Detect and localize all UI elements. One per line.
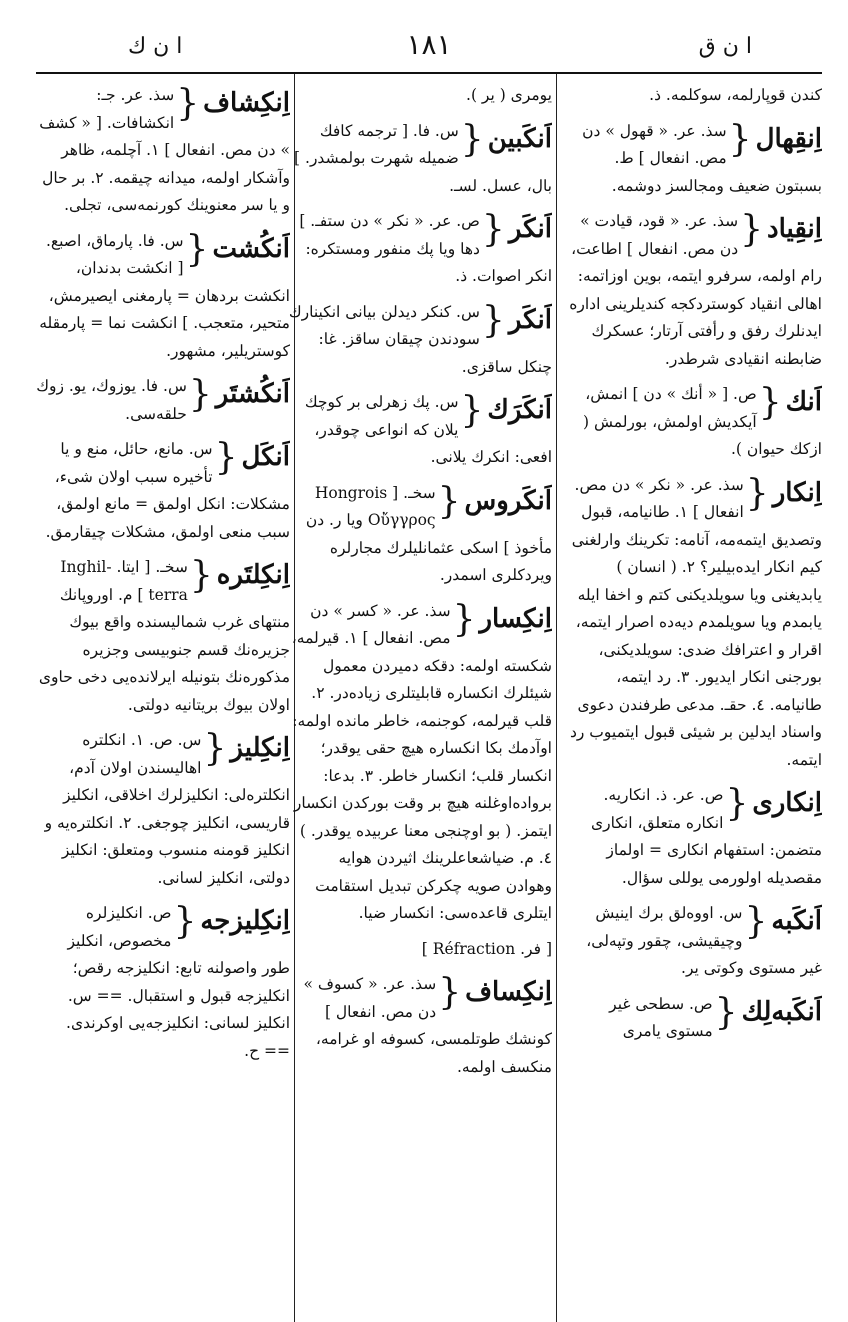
headword: اَنكَبه	[771, 906, 822, 936]
headword: اِنكِليز	[230, 733, 290, 763]
entry	[288, 208, 552, 291]
entry	[568, 208, 822, 373]
headword: اِنكار	[772, 477, 822, 508]
entry	[568, 782, 822, 892]
entry	[288, 480, 552, 590]
entry	[36, 900, 290, 1065]
headword: اِنقِیاد	[767, 214, 822, 244]
definition: س. اووه‌لق برك اينيش وچيقيشی، چقور وتپه‌لی، غير مستوی وكوتی ير.	[586, 904, 822, 977]
definition: ص. سطحی غير مستوی يامری	[609, 994, 713, 1040]
entry	[288, 598, 552, 928]
brace: {	[452, 598, 476, 640]
headword: اَنكَرَك	[487, 395, 552, 425]
definition: سخـ. Hongrois ] Οὔγγρος ويا ر. دن مأخوذ ] اسكی عثمانليلرك مجارلره ويردكلری اسمدر.	[305, 483, 552, 584]
definition: س. فا. [ ترجمه كافك ضميله شهرت بولمشدر. ] بال، عسل. لسـ.	[294, 121, 552, 195]
entry	[568, 381, 822, 464]
headword: اَنكَر	[508, 214, 552, 244]
headword: اَنكَل	[241, 442, 290, 472]
page-header	[36, 28, 822, 68]
entry	[36, 373, 290, 428]
column-middle	[288, 82, 552, 1302]
headword: اَنكُشت	[212, 233, 290, 264]
brace: {	[214, 437, 238, 478]
entry	[568, 118, 822, 201]
entry	[36, 554, 290, 719]
definition: سذ. عر. جـ: انكشافات. [ « كشف » دن مص. انفعال ] ۱. آچلمه، ظاهر وآشكار اولمه، ميدانه چيقمه. ۲. بر حال و يا سر معنوينك كورنمه‌سی، تجلی.	[39, 86, 290, 214]
header-right-letters: ا ن ق	[698, 34, 752, 59]
definition: س. فا. پارماق، اصبع. [ انكشت بدندان، انكشت بردهان = پارمغنی ايصيرمش، متحير، متعجب. ] انكشت نما = پارمقله كوستريلير، مشهور.	[39, 231, 290, 360]
headword: اَنك	[785, 387, 822, 417]
headword: اِنكِسار	[479, 603, 552, 634]
brace: {	[460, 390, 484, 431]
entry	[568, 472, 822, 775]
entry	[568, 82, 822, 110]
definition: س. مانع، حائل، منع و يا تأخيره سبب اولان شیء، مشكلات: انكل اولمق = مانع اولمق، سبب منعی اولمق، مشكلات چيقارمق.	[45, 440, 290, 541]
entry	[288, 118, 552, 201]
entry	[288, 936, 552, 964]
definition: سخـ. [ ايتا. Inghil-terra ] م. اوروپانك منتهای غرب شماليسنده واقع بيوك جزيره‌نك قسم جنوبيسی وجزيره مذكوره‌نك بتونيله ايرلانده‌يی دخی حاوی اولان بيوك بريتانيه دولتی.	[38, 558, 290, 714]
brace: {	[744, 901, 768, 942]
definition: س. ص. ۱. انكلتره اهاليسندن اولان آدم، انكلتره‌لی: انكليزلرك اخلاقی، انكليز قاريسی، انكليز چوجغی. ۲. انكلتره‌يه و انكليز قومنه منسوب ومتعلق: انكليز دولتی، انكليز لسانی.	[44, 731, 290, 887]
brace: {	[188, 374, 212, 415]
header-rule	[36, 72, 822, 74]
page-number: ۱۸۱	[406, 28, 452, 61]
definition: ص. انكليزلره مخصوص، انكليز طور واصولنه تابع: انكليزجه رقص؛ انكليزجه قبول و استقبال. == س. انكليز لسانی: انكليزجه‌يی اوكرندی. == ح.	[66, 904, 290, 1060]
brace: {	[189, 555, 213, 596]
headword: اِنقِهال	[755, 123, 822, 154]
headword: اِنكِساف	[465, 977, 552, 1007]
headword: اَنكَبين	[487, 123, 552, 154]
headword: اَنكَبه‌لِك	[741, 996, 822, 1027]
entry	[288, 299, 552, 382]
entry	[36, 436, 290, 546]
brace: {	[728, 118, 752, 160]
brace: {	[173, 901, 197, 942]
brace: {	[185, 228, 209, 270]
brace: {	[481, 209, 505, 250]
definition: س. پك زهرلی بر كوچك يلان كه انواعی چوقدر، افعی: انكرك يلانی.	[304, 393, 552, 466]
brace: {	[176, 83, 200, 124]
brace: {	[437, 480, 461, 522]
definition: س. كنكر ديدلن بيانی انكينارك سودندن چيقان ساقز. غا: چنكل ساقزی.	[288, 302, 552, 376]
entry	[36, 727, 290, 892]
definition: س. فا. يوزوك، يو. زوك حلقه‌سی.	[36, 377, 187, 423]
brace: {	[460, 118, 484, 160]
entry	[288, 971, 552, 1081]
brace: {	[745, 472, 769, 514]
entry	[288, 82, 552, 110]
entry	[36, 82, 290, 220]
header-left-letters: ا ن ك	[128, 34, 183, 59]
entry	[568, 991, 822, 1046]
definition: کندن قوپارلمه، سوکلمه. ذ.	[649, 86, 822, 104]
headword: اِنكِلتَره	[216, 560, 290, 590]
entry	[288, 389, 552, 472]
brace: {	[725, 783, 749, 824]
headword: اِنكاری	[752, 788, 822, 818]
definition: سذ. عر. « قهول » دن مص. انفعال ] ط. بسبتون ضعیف ومجالسز دوشمه.	[582, 121, 822, 195]
definition: سذ. عر. « قود، قيادت » دن مص. انفعال ] اطاعت، رام اولمه، سرفرو ايتمه، بوين اوزاتمه: اهالی انقیاد کوستردکجه کندیلرینی اداره ایدنلرك رفق و رأفتی آرتار؛ عسکرك ضابطنه انقيادى شرطدر.	[569, 212, 822, 368]
headword: اَنكَروس	[464, 485, 552, 516]
column-left	[36, 82, 290, 1302]
brace: {	[758, 382, 782, 423]
column-divider	[556, 74, 557, 1322]
brace: {	[740, 209, 764, 250]
brace: {	[481, 299, 505, 341]
headword: اِنكِليزجه	[200, 906, 290, 936]
brace: {	[203, 728, 227, 769]
brace: {	[438, 972, 462, 1013]
definition: سذ. عر. « كسر » دن مص. انفعال ] ۱. قيرلمه، شكسته اولمه: دقكه دميردن معمول شيئلرك انكساره قابليتلری زياده‌در. ۲. قلب قيرلمه، كوجنمه، خاطر مانده اولمه: اوآدمك بكا انكساره هيچ حقی يوقدر؛ انكسار قلب؛ انكسار خاطر. ۳. بدعا: برواده‌اوغلنه هيچ بر وقت بوركدن انكسار ايتمز. ( بو اوچنجی معنا عربيده يوقدر. ) ٤. م. ضياشعاعلرينك اثيردن هوايه وهوادن صويه چكركن تبديل استقامت ايتلری قاعده‌سی: انكسار ضيا.	[291, 601, 552, 922]
headword: اِنكِشاف	[203, 88, 290, 118]
definition: سذ. عر. « نكر » دن مص. انفعال ] ۱. طانيامه، قبول وتصديق ايتمه‌مه، آنامه: تكرينك وارلغنی كيم انكار ايده‌بيلير؟ ۲. ( انسان ) يابديغنی ويا سويلديكنی كتم و اخفا ايله يابمدم ويا سويلمدم ديه‌ده اصرار ايتمه، اقرار و اعترافك ضدی: سويلديكنی، بورجنی انكار ايديور. ۳. رد ايتمه، طانيامه. ٤. حقـ. مدعی طرفندن دعوی واسناد ايدلين بر شيئی قبول ايتميوب رد ايتمه.	[569, 475, 822, 769]
definition: ص. [ « أنك » دن ] انمش، آيكديش اولمش، بورلمش ( ازكك حيوان ).	[583, 385, 822, 458]
headword: اَنكَر	[508, 304, 552, 335]
headword: اَنكُشتَر	[215, 379, 290, 409]
definition: [ فر. Réfraction ]	[421, 939, 552, 958]
definition: ص. عر. « نكر » دن ستفـ. ] دها ويا پك منفور ومستكره: انكر اصوات. ذ.	[299, 212, 552, 285]
definition: يومری ( ير ).	[466, 86, 552, 104]
definition: سذ. عر. « كسوف » دن مص. انفعال ] كونشك طوتلمسی، كسوفه او غرامه، منكسف اولمه.	[303, 975, 552, 1076]
entry	[36, 228, 290, 366]
column-right	[568, 82, 822, 1302]
brace: {	[714, 991, 738, 1033]
entry	[568, 900, 822, 983]
definition: ص. عر. ذ. انكاريه. انكاره متعلق، انكاری متضمن: استفهام انكاری = اولماز مقصديله اولورمی يوللی سؤال.	[591, 786, 822, 887]
